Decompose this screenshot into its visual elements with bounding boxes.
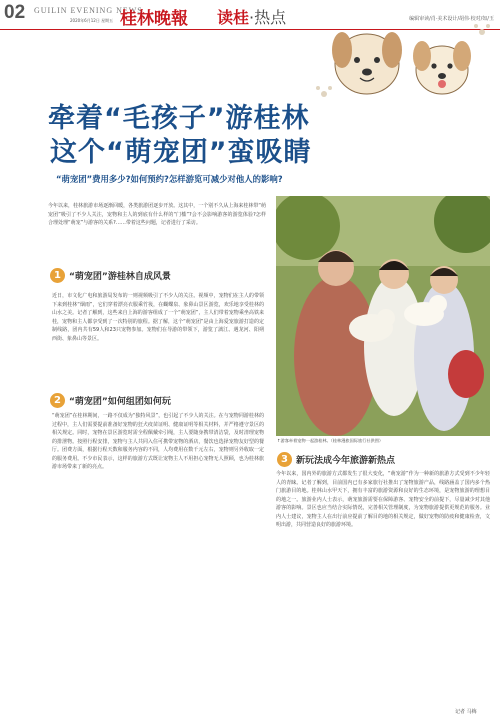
section-heading-text: 新玩法成今年旅游新热点 <box>296 456 396 466</box>
headline-subtitle: “萌宠团”费用多少?如何预约?怎样游览可减少对他人的影响? <box>56 174 283 184</box>
headline-line1: 牵着“毛孩子”游桂林 <box>48 103 310 134</box>
section-title-main: 读桂 <box>217 8 250 27</box>
section-3-body: 今年以来，国内外的旅游方式都发生了很大变化，“萌宠游”作为一种新的旅游方式受到不少年轻人的青睐。记者了解到，目前国内已有多家旅行社推出了宠物旅游产品，线路涵盖了国内多个热门旅游目的地。桂林山水甲天下，拥有丰富的旅游资源和良好的生态环境，是宠物旅游的理想目的地之一。旅游业内人士表示，萌宠旅游需要在保障游客、宠物安全的前提下，尽量减少对其他游客的影响。景区也应当结合实际情况，完善相关管理制度，为宠物旅游提供更规范的服务。业内人士建议，宠物主人在出行前应提前了解目的地的相关规定，做好宠物的防疫和健康检查，文明出游，共同营造良好的旅游环境。 <box>276 471 490 528</box>
headline-line2: 这个“萌宠团”蛮吸睛 <box>50 137 312 168</box>
paper-name-en: GUILIN EVENING NEWS <box>34 6 143 15</box>
section-number-badge: 2 <box>50 393 65 408</box>
red-bag <box>448 350 484 398</box>
section-heading-text: “萌宠团”游桂林自成风景 <box>69 272 171 282</box>
byline: 记者 马梅 <box>455 709 477 715</box>
lead-paragraph: 今年以来，桂林旅游市场逐渐回暖，各类旅游团逐步开放。这其中，一个别不久从上海来桂林带“萌宠团”吸引了不少人关注，宠物和主人的到底有什么样的“门槛”?会不会影响游客的游览体验?怎样合理处理“萌宠”与游客的关系?……带着这些问题，记者进行了采访。 <box>48 203 266 226</box>
dog-right-icon <box>413 41 471 94</box>
section-number-badge: 3 <box>277 452 292 467</box>
news-photo <box>276 196 490 436</box>
editor-credits: 编辑审读/肖·美术设计/胡伟·校对/如/玉 <box>409 16 494 22</box>
photo-illustration <box>276 196 490 436</box>
section-title <box>217 5 286 28</box>
masthead-logo: 桂林晚報 <box>120 9 188 29</box>
dog-illustration <box>312 12 498 102</box>
section-2-body: “萌宠团”在桂林期间，一路不仅成为“独特风景”，也引起了不少人的关注。在与宠物同游桂林的过程中，主人们需要提前准备好宠物的狂犬疫苗证明、健康证明等相关材料，并严格遵守景区的相关规定。同时，宠物在景区游览时需全程佩戴牵引绳，主人要随身携带清洁袋，及时清理宠物的排泄物。按照行程安排，宠物与主人共同入住可携带宠物的酒店，餐饮也选择宠物友好型的餐厅。团费方面，根据行程天数和服务内容的不同，人均费用在数千元左右，宠物则另外收取一定的服务费用。不少市民表示，这样的旅游方式既让宠物主人不用担心宠物无人照顾，也为桂林旅游市场带来了新的亮点。 <box>52 413 264 470</box>
photo-caption: ↑游客牵着宠物一起游桂林。（桂林漫旅国际旅行社供图） <box>277 438 384 443</box>
section-heading-2 <box>50 393 171 408</box>
section-number-badge: 1 <box>50 268 65 283</box>
section-1-body: 近日，市文化广电和旅游局发布的一则视频吸引了不少人的关注。视频中，宠物们在主人的带领下来到桂林“烟雨”，它们穿着漂亮衣服乘竹筏，在蝴蝶泉、象鼻山景区游览，欢乐地享受桂林的山水之美。记者了解到，这些来自上海的游客组成了一个“萌宠团”，主人们带着宠物乘坐高铁来桂，宠物和主人都享受到了一次特别的旅程。据了解，这个“萌宠团”是由上海爱宠旅游打造的定制线路，团内共有59人和23只宠物参加。宠物们在导游的带领下，游览了漓江、遇龙河、阳朔西街、象鼻山等景区。 <box>52 293 264 342</box>
section-title-sub: ·热点 <box>249 8 287 27</box>
section-heading-1 <box>50 268 171 283</box>
page-number: 02 <box>4 2 26 23</box>
dog-left-icon <box>332 32 402 94</box>
date-line: 2020年6月12日 星期五 <box>70 18 114 23</box>
section-heading-3 <box>277 452 395 467</box>
section-heading-text: “萌宠团”如何组团如何玩 <box>69 397 171 407</box>
